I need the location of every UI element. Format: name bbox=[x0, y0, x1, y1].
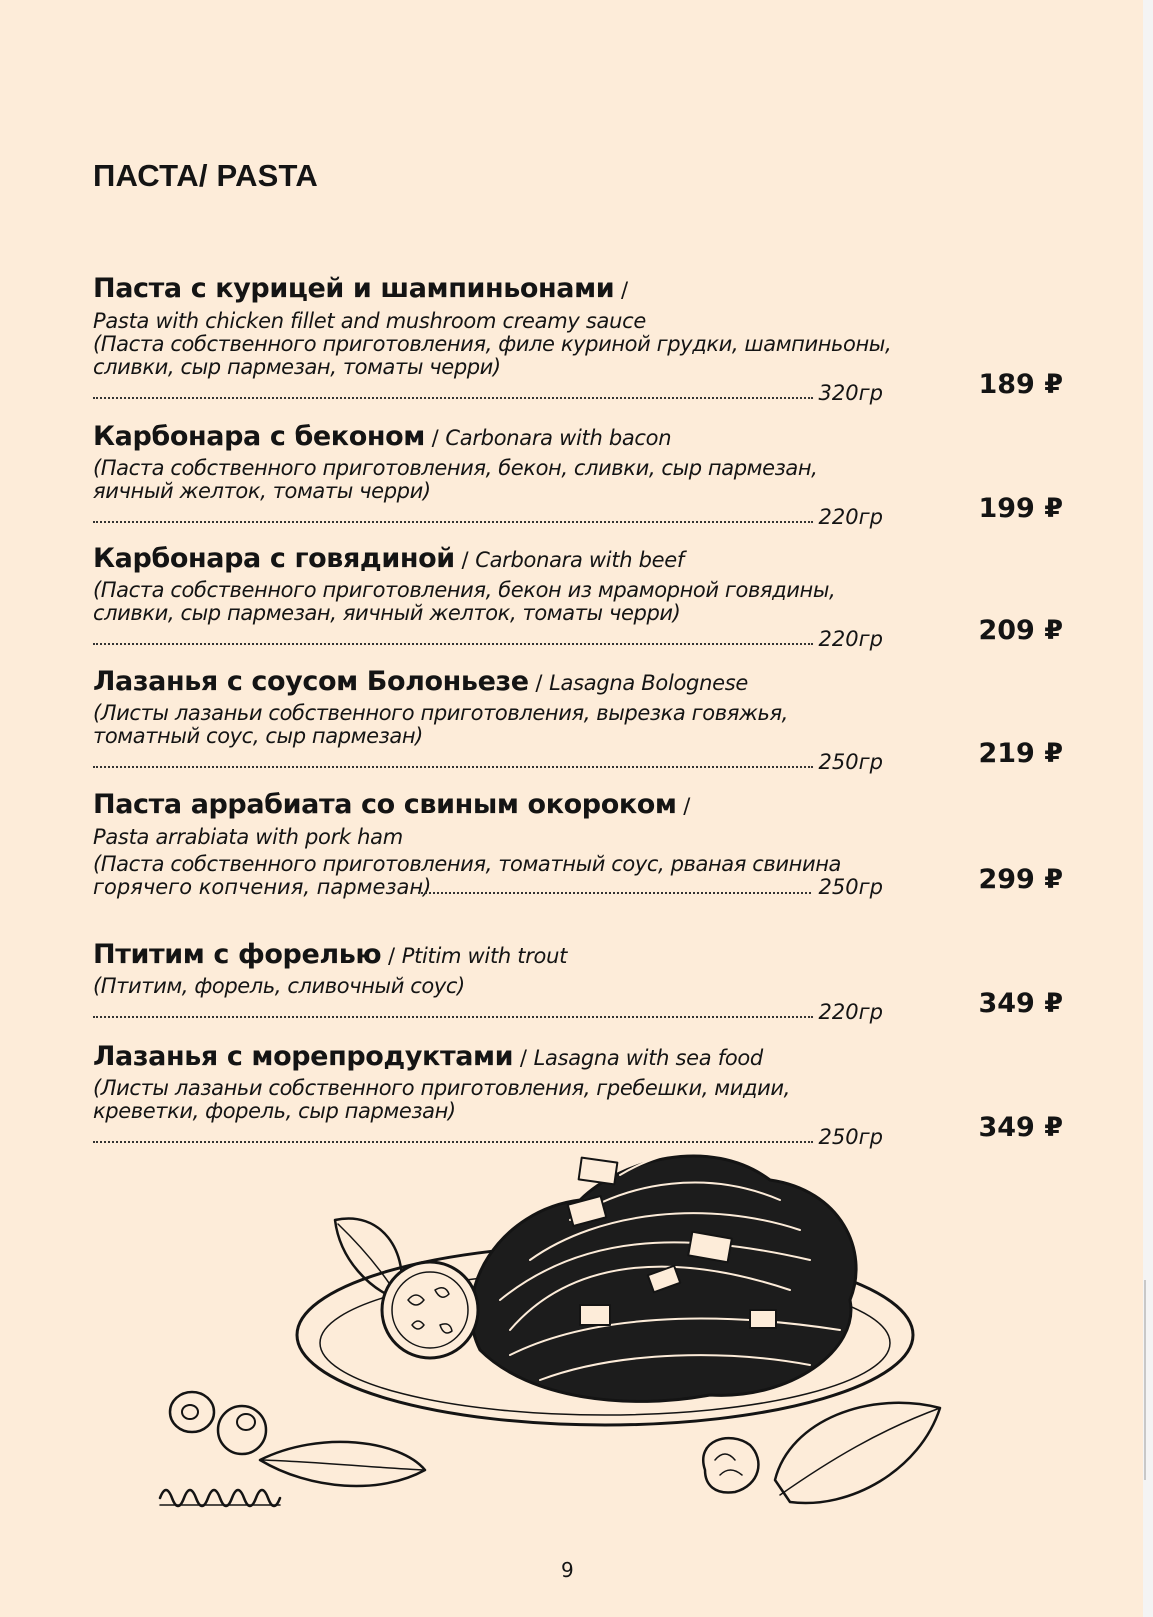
dotted-leader bbox=[93, 521, 813, 523]
pasta-icon bbox=[471, 1150, 856, 1402]
item-name: Птитим с форелью bbox=[93, 939, 382, 970]
item-price: 189 ₽ bbox=[978, 369, 1063, 400]
fusilli-icon bbox=[160, 1490, 280, 1506]
item-name: Карбонара с говядиной bbox=[93, 543, 455, 574]
item-description: томатный соус, сыр пармезан) bbox=[93, 724, 423, 748]
item-name: Лазанья с соусом Болоньезе bbox=[93, 666, 529, 697]
item-name: Карбонара с беконом bbox=[93, 421, 425, 452]
item-price: 299 ₽ bbox=[978, 864, 1063, 895]
dotted-leader bbox=[418, 892, 811, 894]
item-separator: / bbox=[381, 944, 402, 968]
item-leader-row bbox=[93, 503, 883, 529]
item-english-name: Lasagna Bolognese bbox=[549, 671, 748, 695]
garlic-icon bbox=[703, 1438, 758, 1492]
section-title: ПАСТА/ PASTA bbox=[93, 158, 318, 193]
item-separator: / bbox=[424, 426, 446, 450]
menu-item bbox=[93, 1040, 1063, 1149]
item-description: (Паста собственного приготовления, томатный соус, рваная свинина bbox=[93, 852, 842, 876]
item-price: 199 ₽ bbox=[978, 493, 1063, 524]
dotted-leader bbox=[93, 1016, 813, 1018]
item-english-name: Carbonara with beef bbox=[475, 548, 685, 572]
item-description: сливки, сыр пармезан, томаты черри) bbox=[93, 355, 501, 379]
dotted-leader bbox=[93, 397, 813, 399]
menu-item bbox=[93, 665, 1063, 774]
item-name: Паста с курицей и шампиньонами bbox=[93, 273, 615, 304]
item-separator: / bbox=[513, 1046, 534, 1070]
menu-item bbox=[93, 272, 1063, 405]
item-weight: 250гр bbox=[818, 750, 883, 774]
item-description: (Птитим, форель, сливочный соус) bbox=[93, 974, 465, 998]
item-weight: 250гр bbox=[818, 875, 883, 899]
item-weight: 220гр bbox=[818, 627, 883, 651]
item-description: (Листы лазаньи собственного приготовления, вырезка говяжья, bbox=[93, 701, 788, 725]
item-leader-row bbox=[93, 748, 883, 774]
pasta-plate-illustration bbox=[150, 1140, 980, 1560]
item-leader-row bbox=[93, 998, 883, 1024]
menu-item bbox=[93, 420, 1063, 529]
item-description: креветки, форель, сыр пармезан) bbox=[93, 1099, 456, 1123]
olive-icon bbox=[170, 1392, 266, 1454]
page-number: 9 bbox=[561, 1558, 574, 1582]
item-price: 219 ₽ bbox=[978, 738, 1063, 769]
item-description: (Паста собственного приготовления, бекон из мраморной говядины, bbox=[93, 578, 836, 602]
item-description: яичный желток, томаты черри) bbox=[93, 479, 431, 503]
tomato-icon bbox=[382, 1262, 478, 1358]
item-separator: / bbox=[676, 794, 691, 818]
item-weight: 220гр bbox=[818, 1000, 883, 1024]
item-leader-row bbox=[93, 625, 883, 651]
scroll-indicator[interactable] bbox=[1144, 1280, 1146, 1480]
item-english-name: Carbonara with bacon bbox=[445, 426, 672, 450]
item-leader-row bbox=[93, 379, 883, 405]
item-english-name: Ptitim with trout bbox=[401, 944, 568, 968]
item-name: Лазанья с морепродуктами bbox=[93, 1041, 514, 1072]
item-description: (Листы лазаньи собственного приготовления, гребешки, мидии, bbox=[93, 1076, 790, 1100]
item-description: горячего копчения, пармезан) bbox=[93, 875, 432, 899]
item-description: (Паста собственного приготовления, бекон, сливки, сыр пармезан, bbox=[93, 456, 818, 480]
item-separator: / bbox=[528, 671, 550, 695]
menu-item bbox=[93, 788, 1063, 900]
item-english-name: Lasagna with sea food bbox=[533, 1046, 763, 1070]
item-leader-row bbox=[93, 876, 883, 900]
menu-item bbox=[93, 938, 1063, 1024]
page-edge-scroll-region bbox=[1143, 0, 1153, 1617]
item-price: 209 ₽ bbox=[978, 615, 1063, 646]
dotted-leader bbox=[93, 766, 813, 768]
item-price: 349 ₽ bbox=[978, 1112, 1063, 1143]
menu-item bbox=[93, 542, 1063, 651]
item-weight: 250гр bbox=[818, 1125, 883, 1149]
item-description: (Паста собственного приготовления, филе куриной грудки, шампиньоны, bbox=[93, 332, 892, 356]
item-english-name: Pasta arrabiata with pork ham bbox=[93, 825, 403, 849]
item-separator: / bbox=[454, 548, 476, 572]
item-separator: / bbox=[614, 278, 629, 302]
item-weight: 320гр bbox=[818, 381, 883, 405]
item-english-name: Pasta with chicken fillet and mushroom creamy sauce bbox=[93, 309, 646, 333]
item-name: Паста аррабиата со свиным окороком bbox=[93, 789, 677, 820]
item-description: сливки, сыр пармезан, яичный желток, томаты черри) bbox=[93, 601, 681, 625]
dotted-leader bbox=[93, 643, 813, 645]
item-price: 349 ₽ bbox=[978, 988, 1063, 1019]
item-weight: 220гр bbox=[818, 505, 883, 529]
